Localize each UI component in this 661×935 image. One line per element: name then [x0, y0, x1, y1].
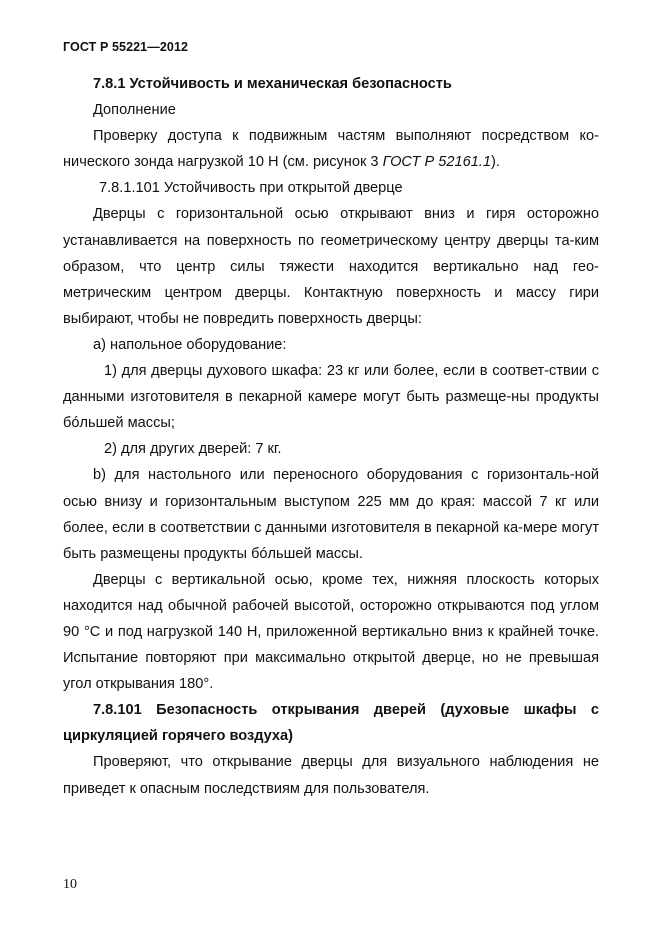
page-number: 10 [63, 877, 77, 892]
paragraph-viewing-door: Проверяют, что открывание дверцы для визуального наблюдения не приведет к опасным последствиям для пользователя. [63, 754, 599, 797]
standard-reference: ГОСТ Р 52161.1 [382, 154, 491, 171]
subsection-heading-7-8-1-101: 7.8.1.101 Устойчивость при открытой дверце [99, 180, 403, 197]
paragraph-text: ). [490, 154, 500, 171]
paragraph-text: Проверку доступа к подвижным частям выполняют посредством ко-нического зонда нагрузкой 10 Н (см. рисунок 3 [63, 128, 599, 171]
list-item-a2: 2) для других дверей: 7 кг. [104, 441, 282, 458]
list-item-a1: 1) для дверцы духового шкафа: 23 кг или более, если в соответ-ствии с данными изготовителя в пекарной камере могут быть размеще-ны продукты бóльшей массы; [63, 363, 599, 432]
paragraph-probe-access [63, 123, 599, 175]
list-item-b: b) для настольного или переносного оборудования с горизонталь-ной осью внизу и горизонтальным выступом 225 мм до края: массой 7 кг или более, если в соответствии с данными изготовителя в пекарной ка-мере могут быть размещены продукты бóльшей массы. [63, 467, 599, 562]
section-heading-7-8-1: 7.8.1 Устойчивость и механическая безопасность [93, 76, 452, 92]
list-item-a: а) напольное оборудование: [93, 336, 287, 353]
section-heading-7-8-101: 7.8.101 Безопасность открывания дверей (духовые шкафы с циркуляцией горячего воздуха) [63, 702, 599, 745]
standard-code-header: ГОСТ Р 55221—2012 [63, 40, 189, 54]
paragraph-vertical-doors: Дверцы с вертикальной осью, кроме тех, нижняя плоскость которых находится над обычной рабочей высотой, осторожно открываются под углом 90 °С и под нагрузкой 140 Н, приложенной вертикально вниз к крайней точке. Испытание повторяют при максимально открытой дверце, но не превышая угол открывания 180°. [63, 571, 599, 693]
paragraph-horizontal-doors: Дверцы с горизонтальной осью открывают вниз и гиря осторожно устанавливается на поверхность по геометрическому центру дверцы та-ким образом, что центр силы тяжести находится вертикально над гео-метрическим центром дверцы. Контактную поверхность и массу гири выбирают, чтобы не повредить поверхность дверцы: [63, 206, 599, 327]
document-body [63, 71, 599, 802]
supplement-label: Дополнение [93, 102, 176, 119]
